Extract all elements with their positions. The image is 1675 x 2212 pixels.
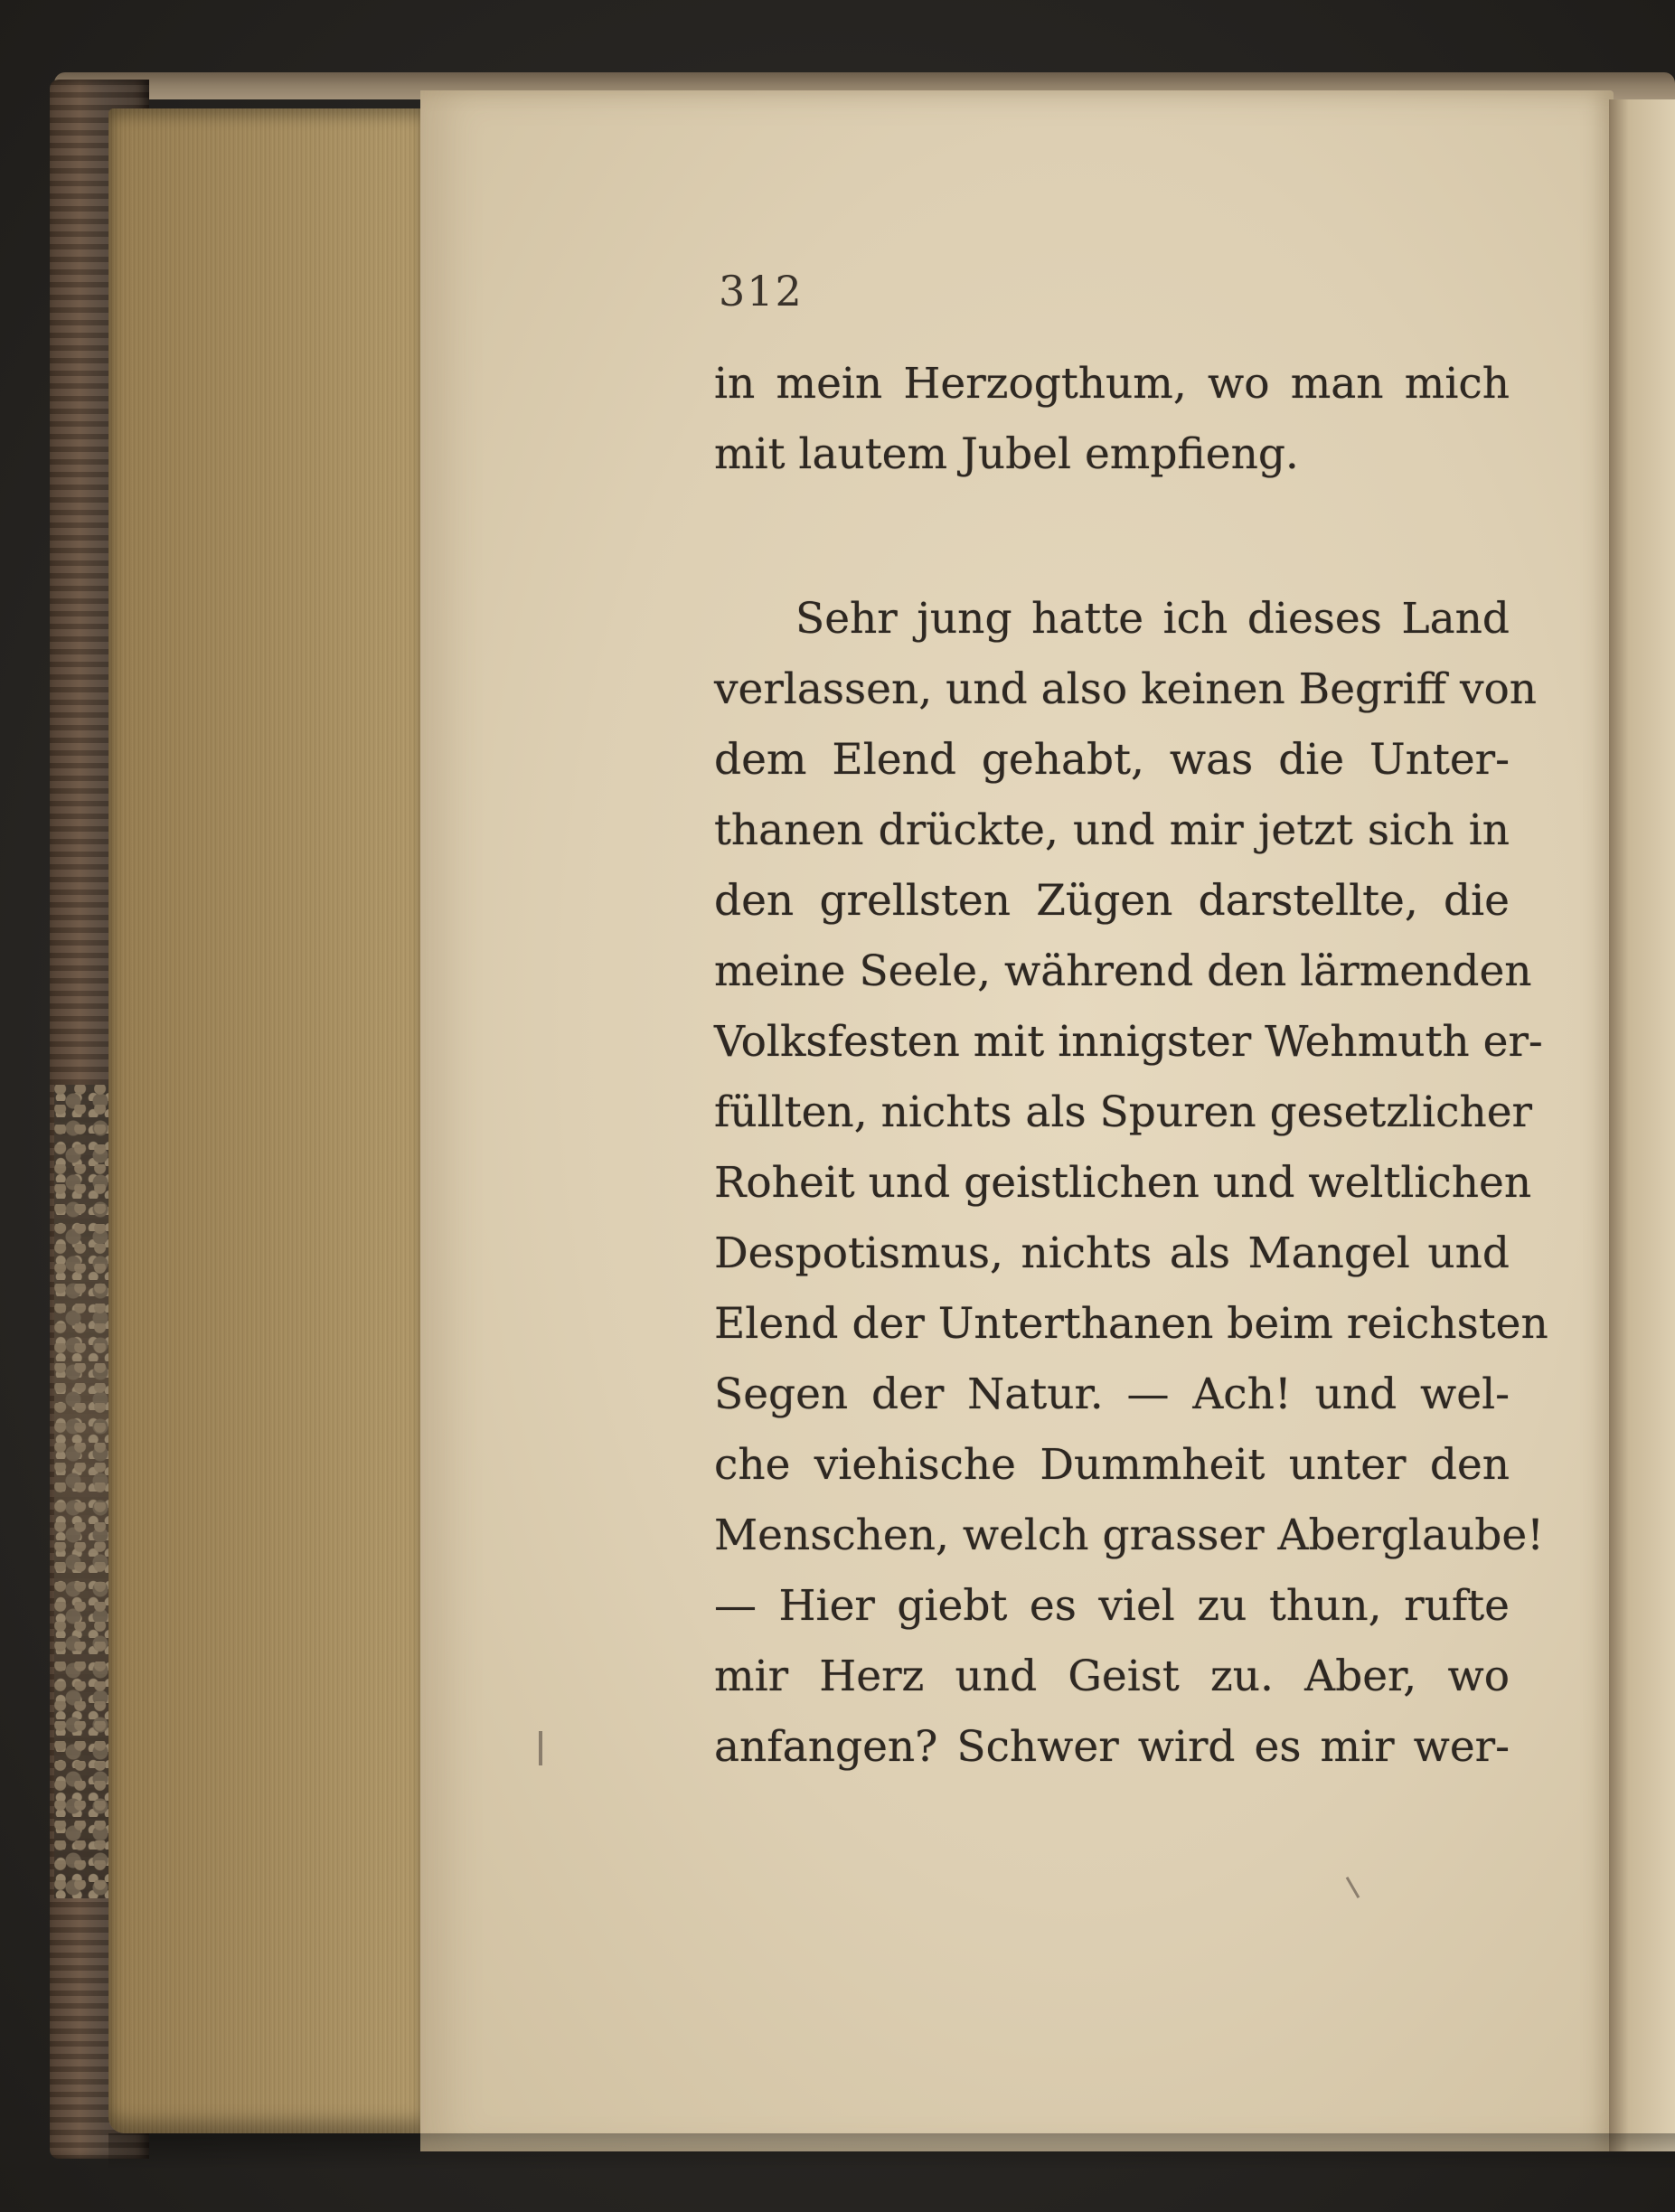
stray-mark bbox=[539, 1731, 542, 1765]
text-line: den grellsten Zügen darstellte, die bbox=[714, 876, 1510, 926]
text-line: anfangen? Schwer wird es mir wer- bbox=[714, 1722, 1510, 1772]
text-line: Despotismus, nichts als Mangel und bbox=[714, 1228, 1510, 1278]
text-line: Elend der Unterthanen beim reichsten bbox=[714, 1299, 1548, 1349]
text-line: mit lautem Jubel empfieng. bbox=[714, 429, 1299, 479]
text-line: Roheit und geistlichen und weltlichen bbox=[714, 1158, 1532, 1208]
text-line: — Hier giebt es viel zu thun, rufte bbox=[714, 1581, 1510, 1631]
text-line: Volksfesten mit innigster Wehmuth er- bbox=[714, 1017, 1543, 1067]
text-line: mir Herz und Geist zu. Aber, wo bbox=[714, 1652, 1510, 1701]
page-stack-fore-edge bbox=[108, 108, 425, 2133]
text-line: füllten, nichts als Spuren gesetzlicher bbox=[714, 1087, 1533, 1137]
book-bottom-shadow bbox=[108, 2133, 1675, 2170]
facing-page-edge bbox=[1609, 99, 1675, 2151]
text-line: dem Elend gehabt, was die Unter- bbox=[714, 735, 1510, 785]
text-line: Sehr jung hatte ich dieses Land bbox=[795, 594, 1510, 644]
text-line: Segen der Natur. — Ach! und wel- bbox=[714, 1370, 1510, 1419]
page-number: 312 bbox=[719, 267, 804, 315]
text-line: verlassen, und also keinen Begriff von bbox=[714, 664, 1538, 714]
text-line: che viehische Dummheit unter den bbox=[714, 1440, 1510, 1490]
text-line: in mein Herzogthum, wo man mich bbox=[714, 359, 1510, 409]
text-line: Menschen, welch grasser Aberglaube! bbox=[714, 1511, 1545, 1560]
text-line: thanen drückte, und mir jetzt sich in bbox=[714, 805, 1510, 855]
text-line: meine Seele, während den lärmenden bbox=[714, 946, 1532, 996]
